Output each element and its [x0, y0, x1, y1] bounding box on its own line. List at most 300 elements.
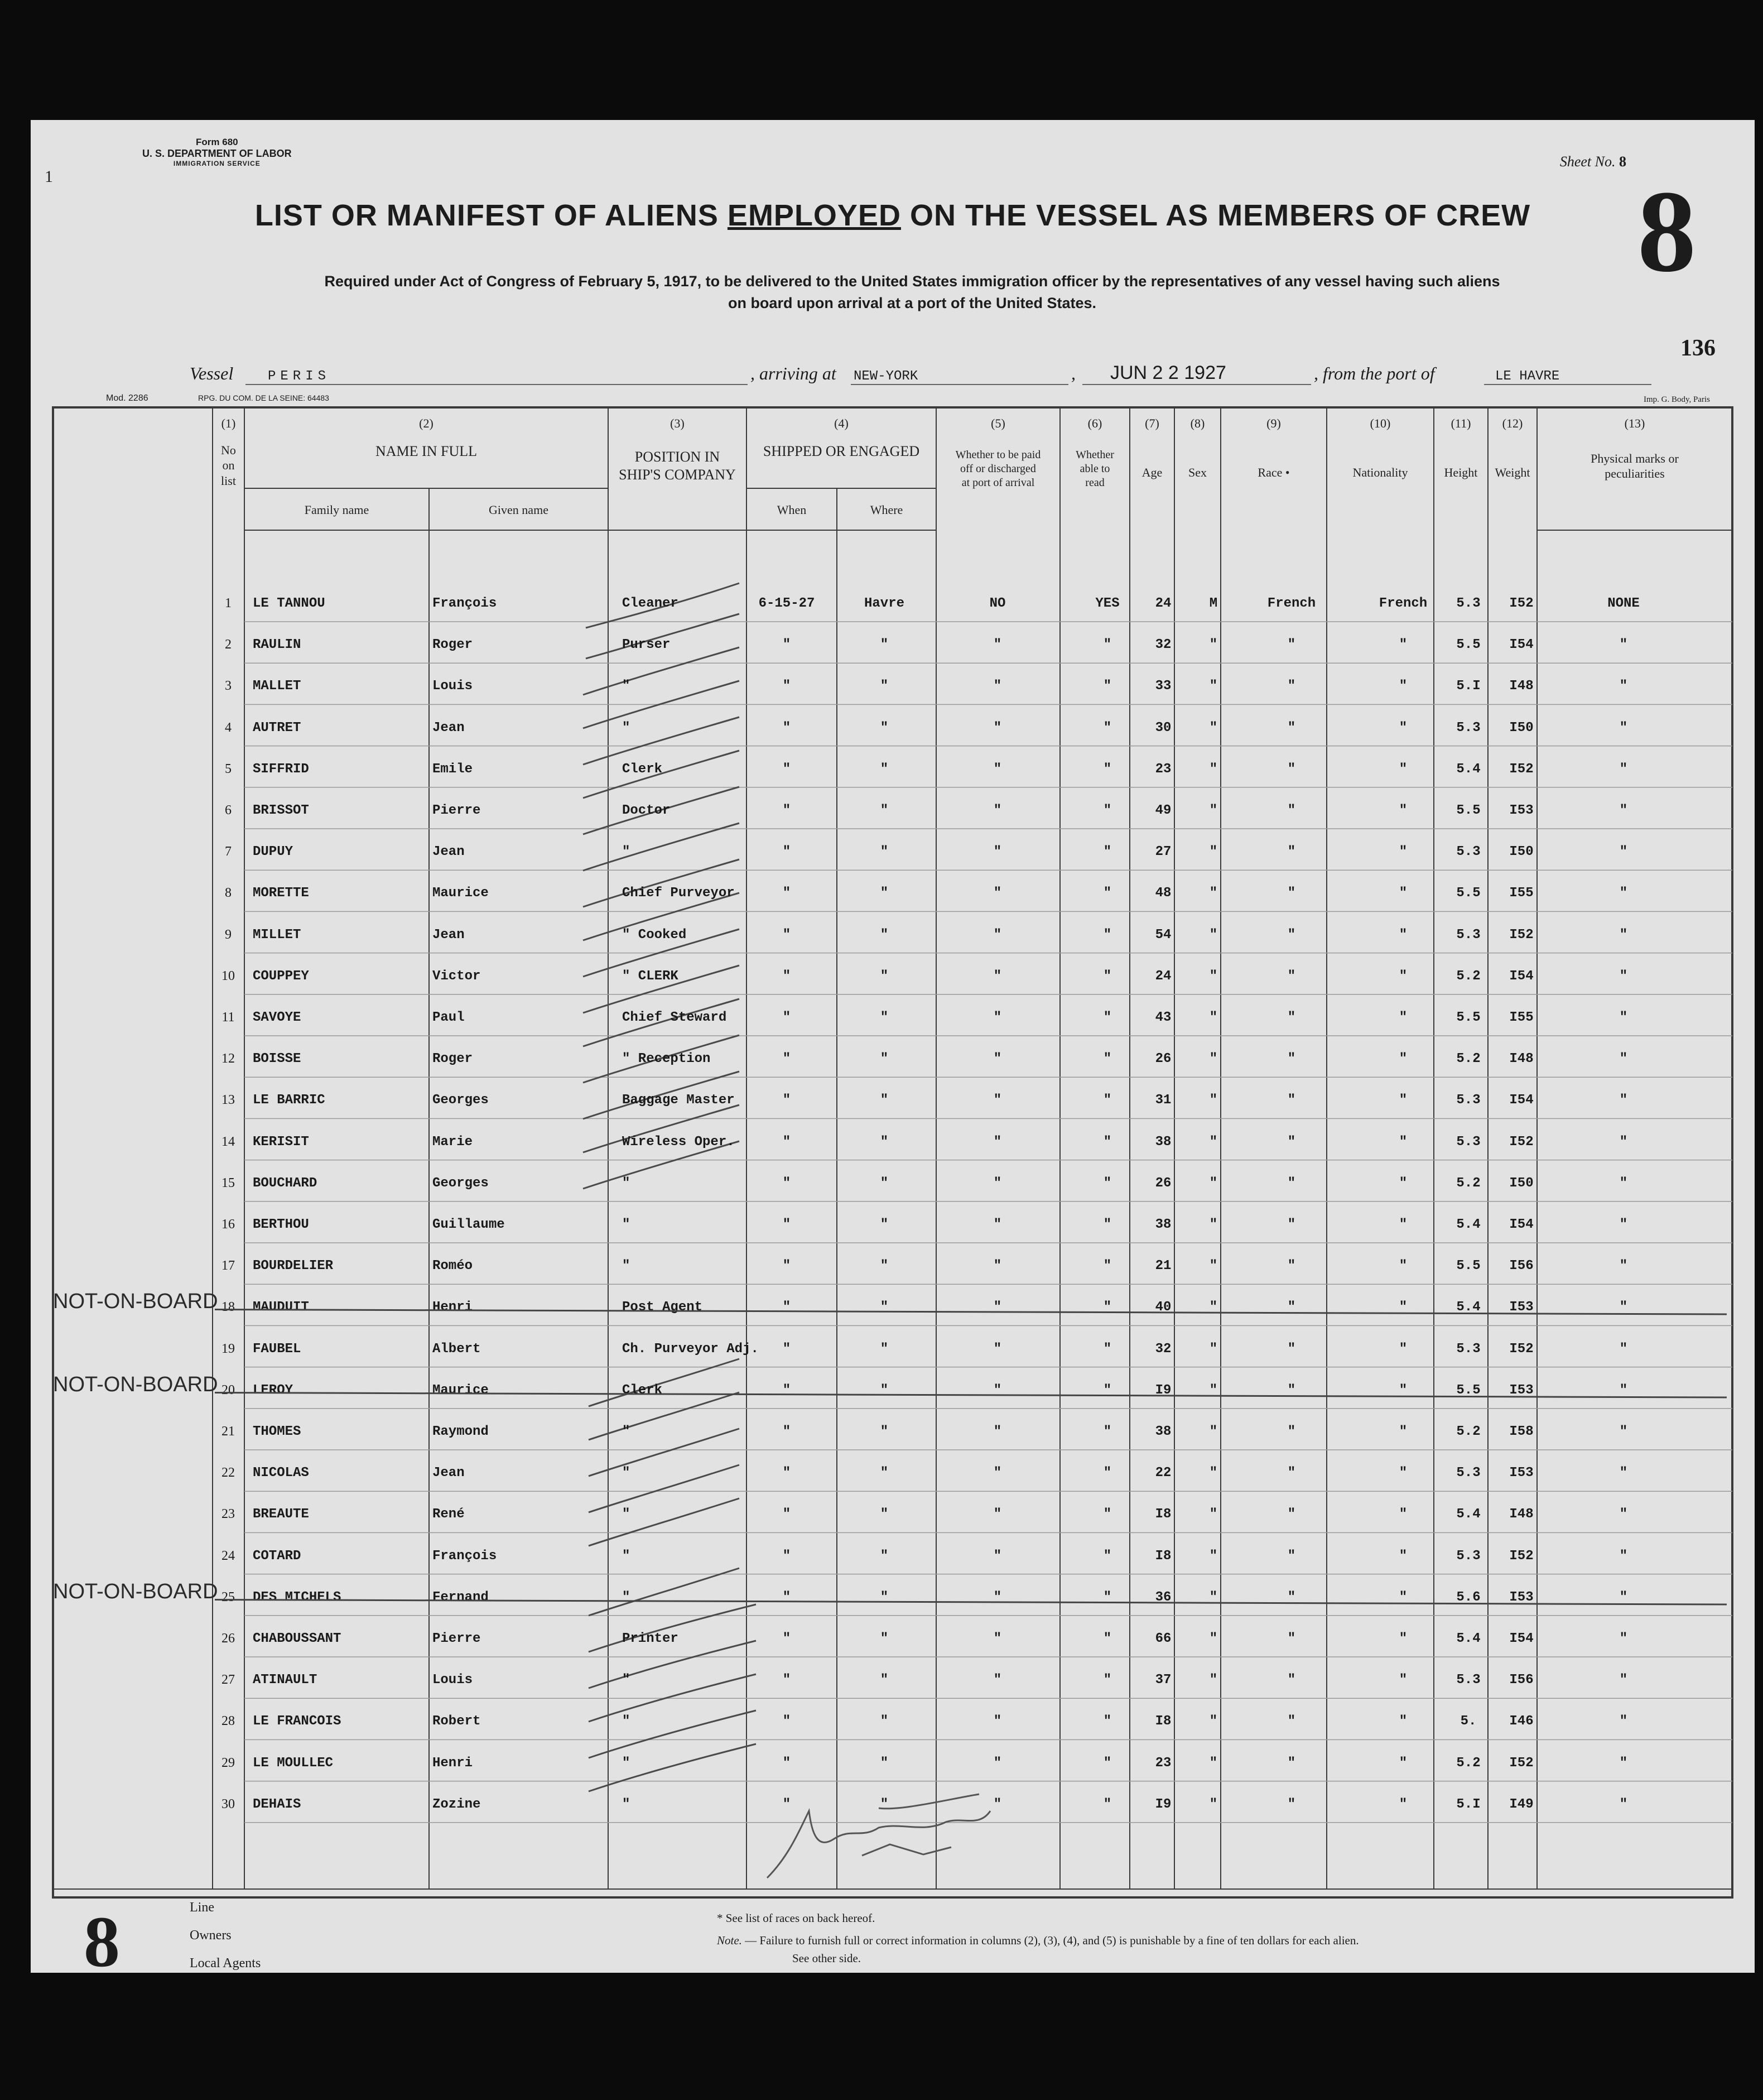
cell-sex: " — [1209, 844, 1218, 860]
cell-where: " — [880, 637, 889, 653]
cell-read: " — [1103, 1093, 1112, 1108]
sheet-big-number: 8 — [1637, 167, 1696, 296]
cell-sex: " — [1209, 1382, 1218, 1398]
cell-no: 21 — [221, 1424, 235, 1439]
table-row — [31, 1409, 1755, 1450]
cell-read: " — [1103, 844, 1112, 860]
cell-when: " — [782, 1714, 791, 1729]
cell-height: 5.5 — [1456, 1010, 1481, 1025]
cell-height: 5.3 — [1456, 596, 1481, 611]
cell-family: KERISIT — [253, 1134, 309, 1150]
cell-position: Doctor — [622, 803, 671, 818]
col-family-name-header: Family name — [304, 503, 369, 517]
cell-where: Havre — [864, 596, 905, 611]
cell-where: " — [880, 1755, 889, 1771]
cell-race: " — [1287, 1507, 1296, 1522]
cell-paid: " — [993, 1341, 1002, 1357]
cell-read: " — [1103, 1589, 1112, 1605]
cell-given: Louis — [432, 1673, 473, 1688]
cell-paid: " — [993, 1424, 1002, 1439]
cell-read: " — [1103, 1300, 1112, 1315]
form-number: Form 680 — [196, 137, 238, 147]
table-row — [31, 994, 1755, 1036]
cell-family: COTARD — [253, 1548, 301, 1564]
cell-paid: " — [993, 886, 1002, 901]
cell-when: " — [782, 1134, 791, 1150]
cell-marks: " — [1619, 1217, 1628, 1232]
cell-given: Robert — [432, 1714, 481, 1729]
cell-no: 3 — [225, 679, 232, 694]
cell-when: " — [782, 761, 791, 777]
cell-nationality: " — [1399, 1300, 1408, 1315]
cell-position: " Cooked — [622, 927, 687, 943]
cell-nationality: " — [1399, 1051, 1408, 1067]
col-paid-header: (5) Whether to be paid off or discharged at port of arrival — [955, 416, 1041, 489]
cell-paid: " — [993, 720, 1002, 736]
cell-nationality: " — [1399, 1134, 1408, 1150]
cell-age: I9 — [1155, 1796, 1172, 1812]
cell-where: " — [880, 1300, 889, 1315]
cell-read: " — [1103, 1382, 1112, 1398]
cell-race: " — [1287, 720, 1296, 736]
cell-family: BOISSE — [253, 1051, 301, 1067]
cell-read: " — [1103, 1217, 1112, 1232]
cell-read: " — [1103, 1796, 1112, 1812]
cell-sex: " — [1209, 927, 1218, 943]
vessel-line: Vessel PERIS , arriving at NEW-YORK , JUN 2 2 1927 , from the port of LE HAVRE — [190, 357, 1651, 385]
cell-sex: " — [1209, 1010, 1218, 1025]
table-row — [31, 705, 1755, 746]
cell-weight: I52 — [1509, 1755, 1534, 1771]
cell-age: 24 — [1155, 596, 1172, 611]
cell-position: Purser — [622, 637, 671, 653]
cell-when: " — [782, 1175, 791, 1191]
cell-marks: " — [1619, 844, 1628, 860]
cell-paid: " — [993, 1796, 1002, 1812]
cell-given: Raymond — [432, 1424, 489, 1439]
cell-when: " — [782, 1507, 791, 1522]
cell-where: " — [880, 1258, 889, 1274]
cell-age: I8 — [1155, 1507, 1172, 1522]
cell-paid: " — [993, 927, 1002, 943]
cell-where: " — [880, 1589, 889, 1605]
cell-when: " — [782, 1548, 791, 1564]
cell-marks: NONE — [1607, 596, 1640, 611]
cell-position: Cleaner — [622, 596, 678, 611]
cell-paid: " — [993, 968, 1002, 984]
cell-age: 37 — [1155, 1673, 1172, 1688]
cell-family: LE BARRIC — [253, 1093, 325, 1108]
cell-sex: " — [1209, 1589, 1218, 1605]
cell-age: 43 — [1155, 1010, 1172, 1025]
cell-when: 6-15-27 — [758, 596, 815, 611]
footer-big-number: 8 — [84, 1902, 120, 1982]
cell-given: Paul — [432, 1010, 465, 1025]
cell-marks: " — [1619, 1175, 1628, 1191]
cell-read: " — [1103, 1673, 1112, 1688]
cell-position: " — [622, 679, 630, 694]
cell-given: François — [432, 1548, 497, 1564]
cell-no: 23 — [221, 1507, 235, 1522]
cell-family: MAUDUIT — [253, 1300, 309, 1315]
cell-when: " — [782, 1424, 791, 1439]
cell-nationality: " — [1399, 637, 1408, 653]
cell-where: " — [880, 720, 889, 736]
table-row — [31, 1450, 1755, 1491]
cell-sex: " — [1209, 1341, 1218, 1357]
cell-race: " — [1287, 1258, 1296, 1274]
table-row — [31, 1326, 1755, 1367]
cell-when: " — [782, 1755, 791, 1771]
cell-race: " — [1287, 1010, 1296, 1025]
cell-no: 1 — [225, 596, 232, 611]
cell-family: LE FRANCOIS — [253, 1714, 341, 1729]
cell-when: " — [782, 844, 791, 860]
cell-race: " — [1287, 637, 1296, 653]
cell-nationality: " — [1399, 927, 1408, 943]
cell-read: " — [1103, 803, 1112, 818]
cell-given: Albert — [432, 1341, 481, 1357]
cell-sex: " — [1209, 968, 1218, 984]
cell-when: " — [782, 1010, 791, 1025]
cell-no: 8 — [225, 886, 232, 901]
table-row — [31, 1574, 1755, 1616]
col-age-header: (7) Age — [1141, 416, 1163, 479]
cell-paid: " — [993, 1010, 1002, 1025]
cell-position: Clerk — [622, 1382, 663, 1398]
cell-family: COUPPEY — [253, 968, 309, 984]
cell-where: " — [880, 1507, 889, 1522]
cell-given: Georges — [432, 1175, 489, 1191]
cell-marks: " — [1619, 1093, 1628, 1108]
cell-no: 28 — [221, 1714, 235, 1729]
cell-age: 32 — [1155, 1341, 1172, 1357]
cell-given: Marie — [432, 1134, 473, 1150]
cell-no: 5 — [225, 761, 232, 776]
cell-family: MALLET — [253, 679, 301, 694]
col-where-header: Where — [870, 503, 903, 517]
cell-nationality: " — [1399, 844, 1408, 860]
cell-marks: " — [1619, 1258, 1628, 1274]
cell-family: FAUBEL — [253, 1341, 301, 1357]
cell-position: Post Agent — [622, 1300, 703, 1315]
cell-family: BRISSOT — [253, 803, 309, 818]
cell-paid: " — [993, 761, 1002, 777]
cell-weight: I52 — [1509, 1134, 1534, 1150]
cell-marks: " — [1619, 1300, 1628, 1315]
cell-weight: I53 — [1509, 803, 1534, 818]
cell-weight: I48 — [1509, 1051, 1534, 1067]
title-part-2: EMPLOYED — [727, 199, 901, 232]
cell-when: " — [782, 803, 791, 818]
cell-given: Roméo — [432, 1258, 473, 1274]
cell-paid: " — [993, 1507, 1002, 1522]
cell-family: AUTRET — [253, 720, 301, 736]
cell-given: Jean — [432, 720, 465, 736]
cell-position: " — [622, 1424, 630, 1439]
cell-race: " — [1287, 1300, 1296, 1315]
title-part-1: LIST OR MANIFEST OF ALIENS — [254, 199, 728, 232]
cell-height: 5.3 — [1456, 1673, 1481, 1688]
cell-paid: " — [993, 679, 1002, 694]
cell-when: " — [782, 1341, 791, 1357]
table-row — [31, 1160, 1755, 1202]
cell-when: " — [782, 886, 791, 901]
cell-position: " — [622, 720, 630, 736]
cell-no: 10 — [221, 968, 235, 983]
cell-where: " — [880, 1382, 889, 1398]
cell-position: " — [622, 1175, 630, 1191]
cell-no: 24 — [221, 1548, 235, 1563]
cell-height: 5.6 — [1456, 1589, 1481, 1605]
date-stamp: JUN 2 2 1927 — [1110, 362, 1226, 383]
cell-read: " — [1103, 720, 1112, 736]
cell-given: Pierre — [432, 1631, 481, 1646]
cell-position: " — [622, 1507, 630, 1522]
col-shipped-header: (4) SHIPPED OR ENGAGED — [763, 416, 920, 459]
cell-read: " — [1103, 1424, 1112, 1439]
table-row — [31, 1202, 1755, 1243]
cell-sex: " — [1209, 679, 1218, 694]
arriving-port: NEW-YORK — [854, 369, 918, 384]
cell-where: " — [880, 1175, 889, 1191]
table-row — [31, 1740, 1755, 1781]
cell-nationality: " — [1399, 761, 1408, 777]
cell-race: " — [1287, 1465, 1296, 1481]
cell-race: " — [1287, 1093, 1296, 1108]
cell-given: Jean — [432, 844, 465, 860]
cell-race: " — [1287, 1589, 1296, 1605]
cell-height: 5.3 — [1456, 1465, 1481, 1481]
from-label: , from the port of — [1314, 363, 1435, 383]
cell-height: 5.2 — [1456, 1424, 1481, 1439]
cell-where: " — [880, 1631, 889, 1646]
cell-height: 5.5 — [1456, 1382, 1481, 1398]
cell-weight: I54 — [1509, 1093, 1534, 1108]
cell-no: 29 — [221, 1755, 235, 1770]
cell-marks: " — [1619, 1507, 1628, 1522]
cell-paid: " — [993, 1465, 1002, 1481]
cell-age: 66 — [1155, 1631, 1172, 1646]
cell-sex: " — [1209, 1755, 1218, 1771]
cell-no: 19 — [221, 1341, 235, 1356]
cell-nationality: " — [1399, 1755, 1408, 1771]
cell-race: " — [1287, 1175, 1296, 1191]
cell-race: " — [1287, 1755, 1296, 1771]
cell-where: " — [880, 886, 889, 901]
cell-sex: " — [1209, 1548, 1218, 1564]
cell-height: 5.3 — [1456, 844, 1481, 860]
cell-when: " — [782, 1465, 791, 1481]
cell-position: " — [622, 1258, 630, 1274]
cell-paid: " — [993, 1051, 1002, 1067]
cell-no: 9 — [225, 927, 232, 942]
cell-when: " — [782, 679, 791, 694]
cell-position: Chief Steward — [622, 1010, 727, 1025]
cell-where: " — [880, 1134, 889, 1150]
cell-given: Henri — [432, 1755, 473, 1771]
cell-height: 5.3 — [1456, 1548, 1481, 1564]
col-when-header: When — [777, 503, 807, 517]
cell-when: " — [782, 1300, 791, 1315]
cell-where: " — [880, 1010, 889, 1025]
cell-given: Georges — [432, 1093, 489, 1108]
cell-race: " — [1287, 968, 1296, 984]
cell-no: 25 — [221, 1589, 235, 1604]
from-port: LE HAVRE — [1495, 369, 1560, 384]
cell-height: 5.4 — [1456, 1507, 1481, 1522]
cell-family: NICOLAS — [253, 1465, 309, 1481]
cell-when: " — [782, 1673, 791, 1688]
cell-sex: M — [1209, 596, 1218, 611]
cell-paid: " — [993, 1631, 1002, 1646]
cell-when: " — [782, 1051, 791, 1067]
cell-marks: " — [1619, 720, 1628, 736]
cell-given: Maurice — [432, 1382, 489, 1398]
cell-paid: " — [993, 1755, 1002, 1771]
cell-position: " — [622, 1548, 630, 1564]
cell-family: BREAUTE — [253, 1507, 309, 1522]
cell-marks: " — [1619, 1631, 1628, 1646]
cell-read: " — [1103, 1175, 1112, 1191]
cell-nationality: " — [1399, 968, 1408, 984]
table-row — [31, 746, 1755, 787]
cell-read: " — [1103, 1548, 1112, 1564]
cell-given: Guillaume — [432, 1217, 505, 1232]
cell-when: " — [782, 1093, 791, 1108]
cell-marks: " — [1619, 761, 1628, 777]
cell-given: Roger — [432, 637, 473, 653]
cell-height: 5.5 — [1456, 637, 1481, 653]
cell-position: " — [622, 1589, 630, 1605]
cell-marks: " — [1619, 1673, 1628, 1688]
cell-race: " — [1287, 1424, 1296, 1439]
cell-given: Jean — [432, 927, 465, 943]
cell-where: " — [880, 1341, 889, 1357]
page-number: 136 — [1680, 335, 1716, 361]
cell-read: " — [1103, 761, 1112, 777]
cell-marks: " — [1619, 1796, 1628, 1812]
cell-position: Chief Purveyor — [622, 886, 735, 901]
cell-weight: I52 — [1509, 1341, 1534, 1357]
printer-imprint: Imp. G. Body, Paris — [1643, 395, 1710, 404]
cell-paid: " — [993, 1217, 1002, 1232]
department-name: U. S. DEPARTMENT OF LABOR — [142, 148, 292, 159]
cell-position: Wireless Oper. — [622, 1134, 735, 1150]
cell-nationality: " — [1399, 1465, 1408, 1481]
cell-where: " — [880, 968, 889, 984]
cell-height: 5.4 — [1456, 1300, 1481, 1315]
cell-paid: " — [993, 1714, 1002, 1729]
arriving-label: , arriving at — [750, 363, 836, 383]
cell-nationality: " — [1399, 1093, 1408, 1108]
penalty-note — [717, 1934, 1359, 1948]
cell-age: 36 — [1155, 1589, 1172, 1605]
cell-when: " — [782, 1217, 791, 1232]
cell-race: " — [1287, 1134, 1296, 1150]
table-row — [31, 1533, 1755, 1574]
cell-where: " — [880, 761, 889, 777]
cell-no: 12 — [221, 1051, 235, 1066]
vessel-name: PERIS — [268, 369, 331, 384]
cell-sex: " — [1209, 1631, 1218, 1646]
see-other-side: See other side. — [792, 1952, 861, 1965]
table-row — [31, 829, 1755, 870]
service-name: IMMIGRATION SERVICE — [173, 160, 261, 167]
cell-read: " — [1103, 1507, 1112, 1522]
cell-family: ATINAULT — [253, 1673, 317, 1688]
cell-given: François — [432, 596, 497, 611]
cell-marks: " — [1619, 637, 1628, 653]
cell-nationality: " — [1399, 1714, 1408, 1729]
col-read-header: (6) Whether able to read — [1076, 416, 1114, 489]
vessel-label: Vessel — [190, 363, 234, 383]
cell-age: 49 — [1155, 803, 1172, 818]
cell-no: 22 — [221, 1465, 235, 1481]
cell-position: " Reception — [622, 1051, 711, 1067]
cell-when: " — [782, 1258, 791, 1274]
cell-race: " — [1287, 1796, 1296, 1812]
cell-race: " — [1287, 886, 1296, 901]
requirement-line-1: Required under Act of Congress of February 5, 1917, to be delivered to the United States immigration officer by the representatives of any vessel having such aliens — [324, 273, 1500, 290]
cell-race: " — [1287, 1548, 1296, 1564]
cell-race: " — [1287, 761, 1296, 777]
cell-race: " — [1287, 927, 1296, 943]
cell-sex: " — [1209, 1424, 1218, 1439]
cell-no: 4 — [225, 720, 232, 735]
cell-paid: " — [993, 1093, 1002, 1108]
cell-marks: " — [1619, 1051, 1628, 1067]
cell-read: " — [1103, 679, 1112, 694]
cell-given: Louis — [432, 679, 473, 694]
cell-no: 6 — [225, 803, 232, 818]
cell-no: 15 — [221, 1175, 235, 1190]
cell-where: " — [880, 1217, 889, 1232]
cell-nationality: " — [1399, 1217, 1408, 1232]
cell-height: 5.5 — [1456, 1258, 1481, 1274]
col-sex-header: (8) Sex — [1188, 416, 1207, 479]
table-row — [31, 870, 1755, 911]
cell-family: BOUCHARD — [253, 1175, 317, 1191]
cell-position: Baggage Master — [622, 1093, 735, 1108]
cell-paid: " — [993, 1673, 1002, 1688]
cell-position: Ch. Purveyor Adj. — [622, 1341, 759, 1357]
cell-weight: I54 — [1509, 637, 1534, 653]
cell-height: 5.3 — [1456, 1093, 1481, 1108]
cell-marks: " — [1619, 927, 1628, 943]
cell-weight: I58 — [1509, 1424, 1534, 1439]
table-row — [31, 1491, 1755, 1532]
cell-nationality: " — [1399, 803, 1408, 818]
cell-read: " — [1103, 1341, 1112, 1357]
cell-read: " — [1103, 1631, 1112, 1646]
cell-read: " — [1103, 1755, 1112, 1771]
cell-marks: " — [1619, 1341, 1628, 1357]
cell-weight: I48 — [1509, 679, 1534, 694]
cell-no: 20 — [221, 1382, 235, 1397]
cell-weight: I53 — [1509, 1589, 1534, 1605]
cell-weight: I52 — [1509, 927, 1534, 943]
cell-nationality: " — [1399, 1589, 1408, 1605]
cell-marks: " — [1619, 886, 1628, 901]
cell-race: " — [1287, 1217, 1296, 1232]
cell-nationality: " — [1399, 1258, 1408, 1274]
cell-weight: I50 — [1509, 844, 1534, 860]
cell-age: 38 — [1155, 1424, 1172, 1439]
cell-paid: " — [993, 1548, 1002, 1564]
col-position-header: (3) POSITION IN SHIP'S COMPANY — [619, 416, 736, 483]
manifest-sheet — [31, 120, 1755, 1982]
